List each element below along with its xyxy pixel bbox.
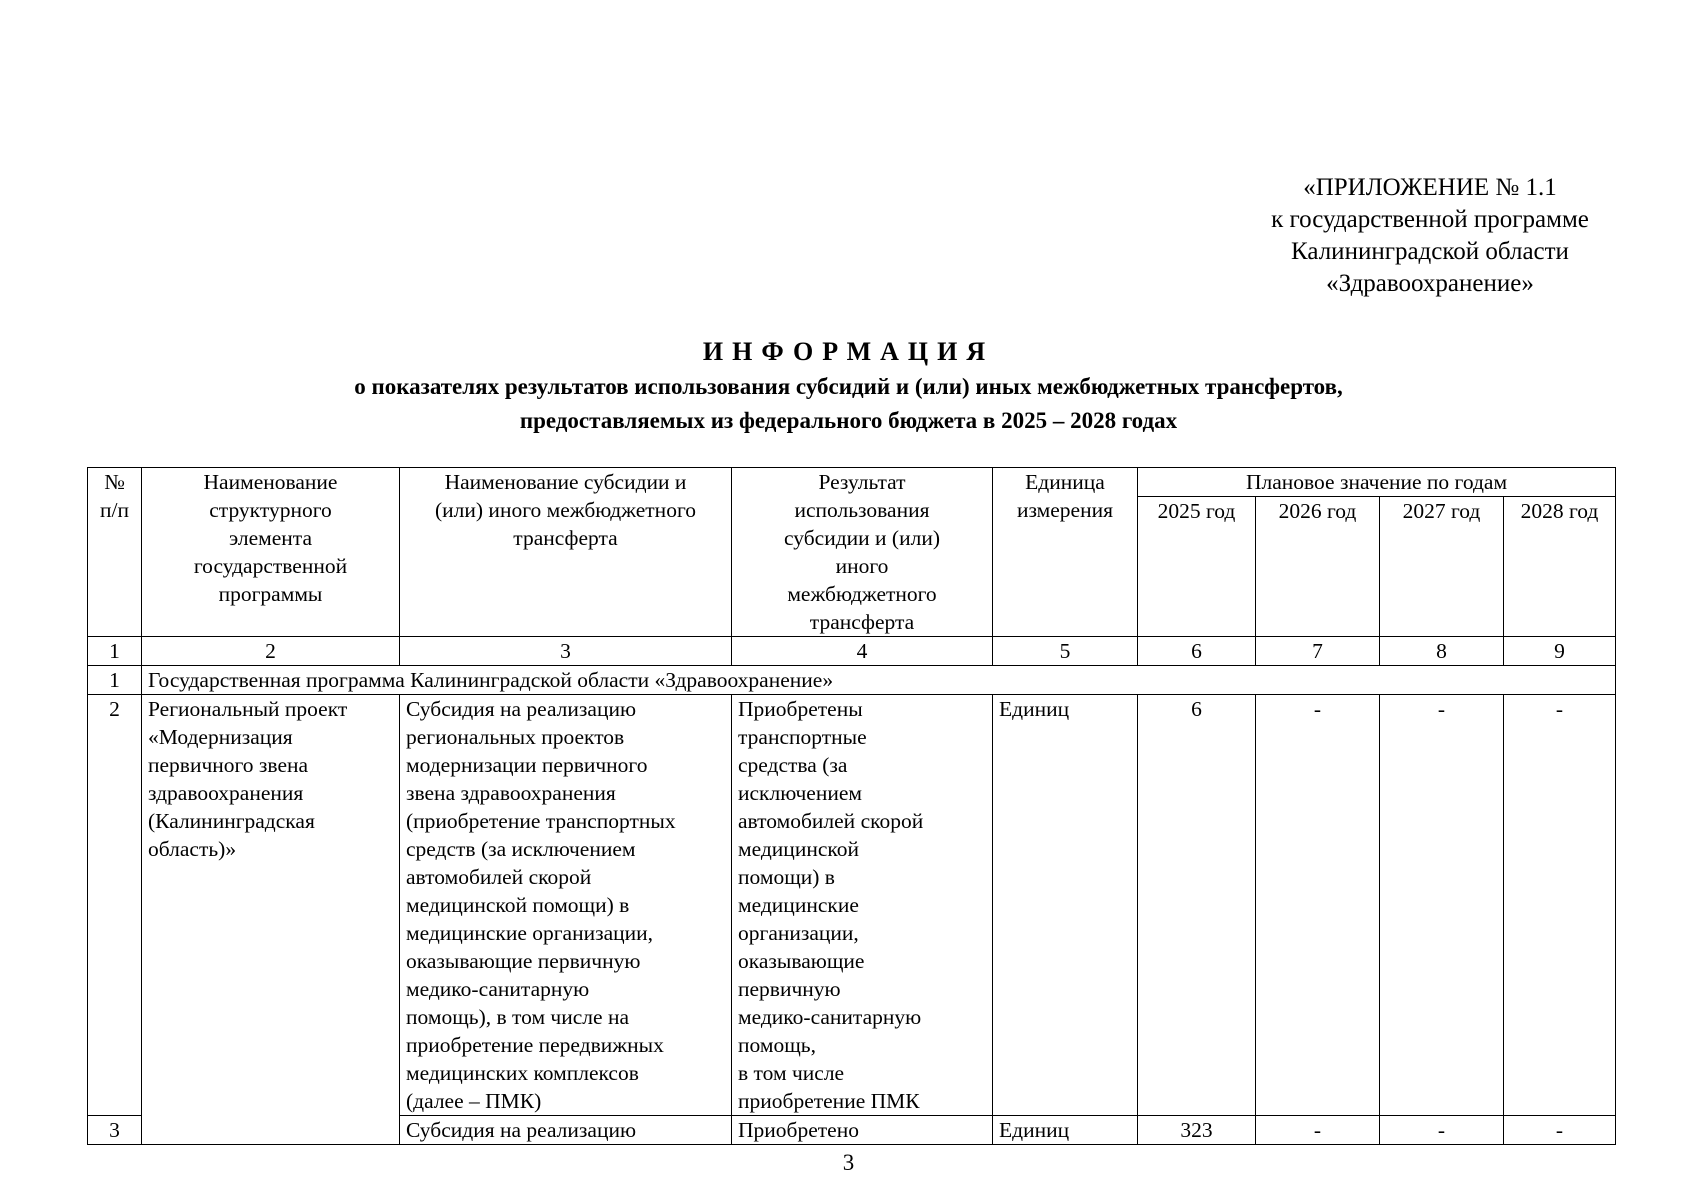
row-subsidy: Субсидия на реализацию региональных проектов модернизации первичного звена здравоохранения (приобретение транспортных средств (за исключением автомобилей скорой медицинской помощи) в медицинские организации, оказывающие первичную медико-санитарную помощь), в том числе на приобретение передвижных медицинских комплексов (далее – ПМК) bbox=[400, 695, 732, 1116]
row-value-2027: - bbox=[1380, 695, 1504, 1116]
row-result: Приобретено bbox=[732, 1116, 993, 1145]
column-number: 8 bbox=[1380, 637, 1504, 666]
subtitle-line: предоставляемых из федерального бюджета в 2025 – 2028 годах bbox=[519, 408, 1178, 433]
document-title: ИНФОРМАЦИЯ bbox=[702, 337, 995, 366]
header-subsidy: Наименование субсидии и (или) иного межбюджетного трансферта bbox=[400, 468, 732, 637]
header-year-2025: 2025 год bbox=[1138, 497, 1256, 637]
header-row bbox=[88, 468, 1616, 497]
column-number: 2 bbox=[142, 637, 400, 666]
appendix-line: Калининградской области bbox=[1291, 238, 1569, 265]
column-number: 7 bbox=[1256, 637, 1380, 666]
table-row bbox=[88, 695, 1616, 1116]
row-value-2026: - bbox=[1256, 1116, 1380, 1145]
header-unit: Единица измерения bbox=[993, 468, 1138, 637]
header-element: Наименование структурного элемента государственной программы bbox=[142, 468, 400, 637]
header-num: № п/п bbox=[88, 468, 142, 637]
document-subtitle bbox=[0, 370, 1697, 438]
column-number: 3 bbox=[400, 637, 732, 666]
row-num: 2 bbox=[88, 695, 142, 1116]
header-year-2026: 2026 год bbox=[1256, 497, 1380, 637]
page-number: 3 bbox=[842, 1150, 855, 1175]
program-row-num: 1 bbox=[88, 666, 142, 695]
column-number: 6 bbox=[1138, 637, 1256, 666]
header-year-2028: 2028 год bbox=[1504, 497, 1616, 637]
column-number: 5 bbox=[993, 637, 1138, 666]
row-unit: Единиц bbox=[993, 1116, 1138, 1145]
column-numbers-row bbox=[88, 637, 1616, 666]
column-number: 1 bbox=[88, 637, 142, 666]
row-value-2028: - bbox=[1504, 1116, 1616, 1145]
indicators-table bbox=[87, 467, 1616, 1145]
appendix-line: к государственной программе bbox=[1271, 206, 1589, 233]
column-number: 9 bbox=[1504, 637, 1616, 666]
program-row-text: Государственная программа Калининградской области «Здравоохранение» bbox=[142, 666, 1616, 695]
header-year-2027: 2027 год bbox=[1380, 497, 1504, 637]
column-number: 4 bbox=[732, 637, 993, 666]
appendix-block bbox=[1180, 172, 1680, 300]
row-value-2026: - bbox=[1256, 695, 1380, 1116]
row-unit: Единиц bbox=[993, 695, 1138, 1116]
row-num: 3 bbox=[88, 1116, 142, 1145]
row-element: Региональный проект «Модернизация первичного звена здравоохранения (Калининградская область)» bbox=[142, 695, 400, 1145]
header-result: Результат использования субсидии и (или) иного межбюджетного трансферта bbox=[732, 468, 993, 637]
row-result: Приобретены транспортные средства (за исключением автомобилей скорой медицинской помощи) в медицинские организации, оказывающие первичную медико-санитарную помощь, в том числе приобретение ПМК bbox=[732, 695, 993, 1116]
row-value-2028: - bbox=[1504, 695, 1616, 1116]
row-value-2027: - bbox=[1380, 1116, 1504, 1145]
appendix-line: «Здравоохранение» bbox=[1326, 270, 1534, 297]
row-value-2025: 6 bbox=[1138, 695, 1256, 1116]
appendix-line: «ПРИЛОЖЕНИЕ № 1.1 bbox=[1303, 174, 1557, 201]
subtitle-line: о показателях результатов использования субсидий и (или) иных межбюджетных трансфертов, bbox=[354, 374, 1343, 399]
row-value-2025: 323 bbox=[1138, 1116, 1256, 1145]
header-planned: Плановое значение по годам bbox=[1138, 468, 1616, 497]
program-row bbox=[88, 666, 1616, 695]
row-subsidy: Субсидия на реализацию bbox=[400, 1116, 732, 1145]
